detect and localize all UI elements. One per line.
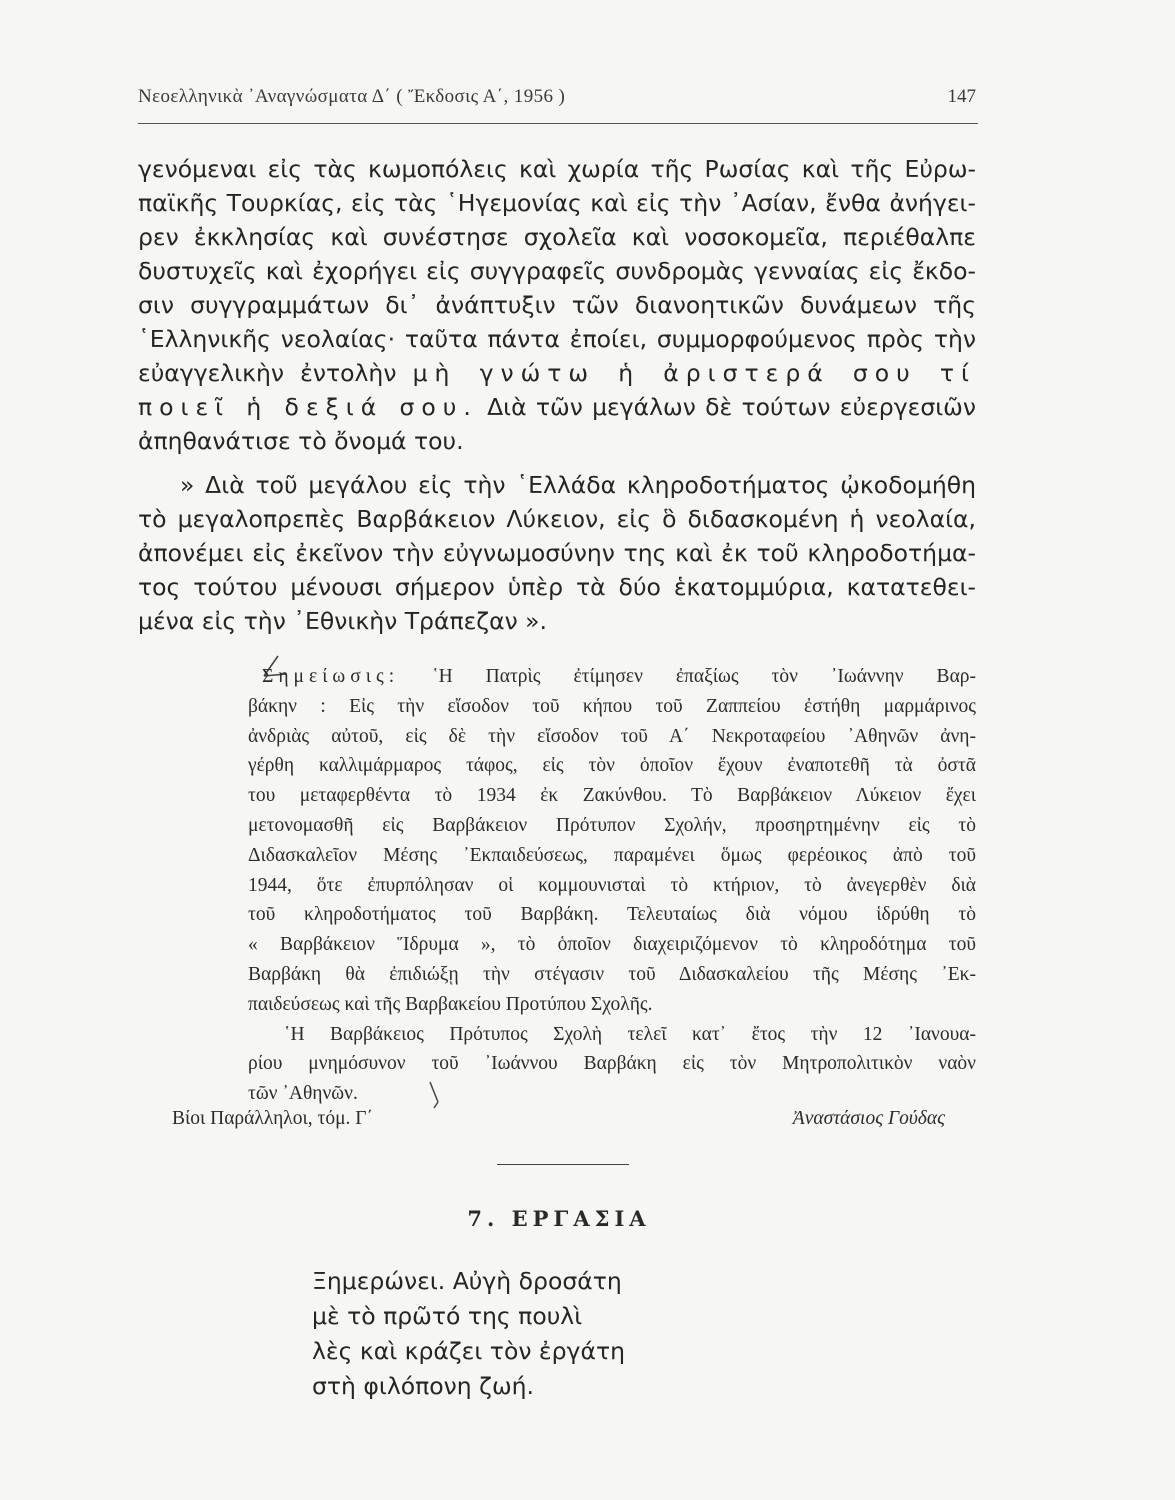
header-rule xyxy=(138,123,978,124)
text-segment: ῾Η Πατρὶς ἐτίμησεν ἐπαξίως τὸν ᾿Ιωάννην Βαρ- xyxy=(432,666,977,687)
text-segment: Διὰ τῶν μεγάλων δὲ τούτων εὐεργεσιῶν xyxy=(487,393,976,421)
author-name: Ἀναστάσιος Γούδας xyxy=(792,1108,945,1129)
section-heading: 7. ΕΡΓΑΣΙΑ xyxy=(467,1206,651,1231)
text-line: σιν συγγραμμάτων δι᾿ ἀνάπτυξιν τῶν διανοητικῶν δυνάμεων τῆς xyxy=(138,291,976,319)
text-line: τὸ μεγαλοπρεπὲς Βαρβάκειον Λύκειον, εἰς ὃ διδασκομένη ἡ νεολαία, xyxy=(138,505,976,533)
note-line: « Βαρβάκειον Ἵδρυμα », τὸ ὁποῖον διαχειριζόμενον τὸ κληροδότημα τοῦ xyxy=(248,934,976,956)
text-line xyxy=(138,356,976,390)
text-line: » Διὰ τοῦ μεγάλου εἰς τὴν ῾Ελλάδα κληροδοτήματος ᾠκοδομήθη xyxy=(180,471,976,499)
note-line: παιδεύσεως καὶ τῆς Βαρβακείου Προτύπου Σχολῆς. xyxy=(248,993,653,1015)
second-paragraph xyxy=(138,468,976,638)
source-citation: Βίοι Παράλληλοι, τόμ. Γ΄ xyxy=(172,1108,374,1129)
note-block xyxy=(248,662,976,1109)
note-line: του μεταφερθέντα τὸ 1934 ἐκ Ζακύνθου. Τὸ Βαρβάκειον Λύκειον ἔχει xyxy=(248,785,976,807)
note-line: ρίου μνημόσυνον τοῦ ᾿Ιωάννου Βαρβάκη εἰς τὸν Μητροπολιτικὸν ναὸν xyxy=(248,1053,976,1075)
text-line: γενόμεναι εἰς τὰς κωμοπόλεις καὶ χωρία τῆς Ρωσίας καὶ τῆς Εὐρω- xyxy=(138,155,976,183)
note-line: Διδασκαλεῖον Μέσης ᾿Εκπαιδεύσεως, παραμένει ὅμως φερέοικος ἀπὸ τοῦ xyxy=(248,844,976,866)
text-line: ἀπηθανάτισε τὸ ὄνομά του. xyxy=(138,427,464,455)
note-line: ἀνδριὰς αὐτοῦ, εἰς δὲ τὴν εἴσοδον τοῦ Α΄ Νεκροταφείου ᾿Αθηνῶν ἀνη- xyxy=(248,725,976,747)
note-line: μετονομασθῆ εἰς Βαρβάκειον Πρότυπον Σχολήν, προσηρτημένην εἰς τὸ xyxy=(248,814,976,836)
note-line: τῶν ᾿Αθηνῶν. xyxy=(248,1083,358,1105)
spaced-quotation: ποιεῖ ἡ δεξιά σου. xyxy=(138,393,478,421)
text-line: παϊκῆς Τουρκίας, εἰς τὰς ῾Ηγεμονίας καὶ εἰς τὴν ᾿Ασίαν, ἔνθα ἀνήγει- xyxy=(138,189,976,217)
text-line: ἀπονέμει εἰς ἐκεῖνον τὴν εὐγνωμοσύνην της καὶ ἐκ τοῦ κληροδοτήμα- xyxy=(138,539,976,567)
poem-line: μὲ τὸ πρῶτό της πουλὶ xyxy=(312,1302,583,1330)
running-header xyxy=(138,86,976,116)
note-line: γέρθη καλλιμάρμαρος τάφος, εἰς τὸν ὁποῖον ἔχουν ἐναποτεθῆ τὰ ὀστᾶ xyxy=(248,755,976,777)
note-line: βάκην : Εἰς τὴν εἴσοδον τοῦ κήπου τοῦ Ζαππείου ἐστήθη μαρμάρινος xyxy=(248,695,976,717)
text-line: ρεν ἐκκλησίας καὶ συνέστησε σχολεῖα καὶ νοσοκομεῖα, περιέθαλπε xyxy=(138,223,976,251)
note-line: τοῦ κληροδοτήματος τοῦ Βαρβάκη. Τελευταίως διὰ νόμου ἱδρύθη τὸ xyxy=(248,904,976,926)
text-line: τος τούτου μένουσι σήμερον ὑπὲρ τὰ δύο ἑκατομμύρια, κατατεθει- xyxy=(138,573,976,601)
text-line: δυστυχεῖς καὶ ἐχορήγει εἰς συγγραφεῖς συνδρομὰς γενναίας εἰς ἔκδο- xyxy=(138,257,976,285)
poem-line: λὲς καὶ κράζει τὸν ἐργάτη xyxy=(312,1337,625,1365)
text-line: μένα εἰς τὴν ᾿Εθνικὴν Τράπεζαν ». xyxy=(138,607,548,635)
spaced-quotation: μὴ γνώτω ἡ ἀριστερά σου τί xyxy=(412,359,976,387)
poem xyxy=(312,1264,625,1404)
main-paragraph xyxy=(138,152,976,458)
book-title: Νεοελληνικὰ ᾿Αναγνώσματα Δ΄ ( Ἔκδοσις Α΄, 1956 ) xyxy=(138,86,566,107)
note-line: ῾Η Βαρβάκειος Πρότυπος Σχολὴ τελεῖ κατ᾿ ἔτος τὴν 12 ᾿Ιανουα- xyxy=(284,1023,976,1045)
note-label: Σημείωσις: xyxy=(262,666,400,687)
text-segment: εὐαγγελικὴν ἐντολὴν xyxy=(138,359,397,387)
text-line xyxy=(138,390,976,424)
note-line: Βαρβάκη θὰ ἐπιδιώξῃ τὴν στέγασιν τοῦ Διδασκαλείου τῆς Μέσης ᾿Εκ- xyxy=(248,963,976,985)
note-first-line xyxy=(262,662,976,692)
section-separator xyxy=(497,1164,629,1165)
poem-line: στὴ φιλόπονη ζωή. xyxy=(312,1372,534,1400)
pencil-mark-icon xyxy=(424,1080,448,1110)
note-line: 1944, ὅτε ἐπυρπόλησαν οἱ κομμουνισταὶ τὸ κτήριον, τὸ ἀνεγερθὲν διὰ xyxy=(248,874,976,896)
text-line: ῾Ελληνικῆς νεολαίας· ταῦτα πάντα ἐποίει, συμμορφούμενος πρὸς τὴν xyxy=(138,325,976,353)
poem-line: Ξημερώνει. Αὐγὴ δροσάτη xyxy=(312,1267,622,1295)
page-number: 147 xyxy=(947,86,976,107)
